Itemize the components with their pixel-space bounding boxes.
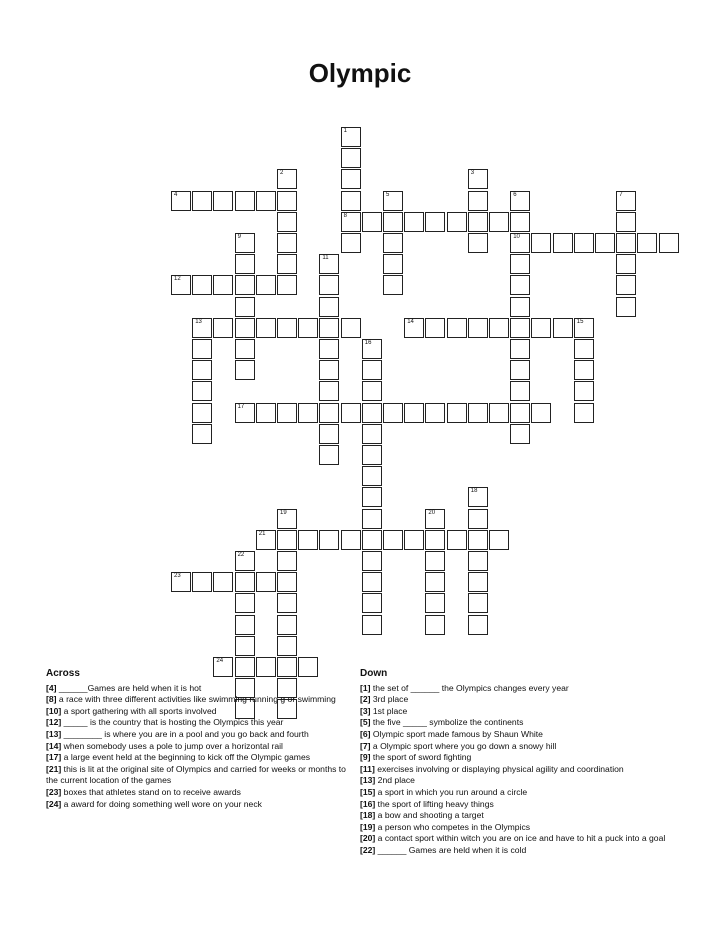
clue-item-text: boxes that athletes stand on to receive awards	[61, 786, 241, 797]
crossword-cell[interactable]	[362, 593, 382, 613]
clue-item-text: the set of ______ the Olympics changes every year	[370, 682, 569, 693]
clue-item	[46, 787, 346, 799]
clue-item-text: the sport of lifting heavy things	[375, 798, 494, 809]
crossword-cell[interactable]	[574, 318, 594, 338]
crossword-cell[interactable]	[341, 212, 361, 232]
crossword-cell[interactable]	[171, 572, 191, 592]
crossword-cell[interactable]	[425, 572, 445, 592]
crossword-cell[interactable]	[383, 254, 403, 274]
clue-number: 23	[174, 573, 181, 580]
clue-item-number: [16]	[360, 798, 376, 809]
crossword-cell[interactable]	[616, 191, 636, 211]
crossword-cell[interactable]	[510, 297, 530, 317]
crossword-cell[interactable]	[192, 381, 212, 401]
crossword-cell[interactable]	[319, 381, 339, 401]
crossword-cell[interactable]	[447, 530, 467, 550]
clue-number: 11	[322, 255, 329, 262]
crossword-cell[interactable]	[489, 530, 509, 550]
crossword-cell[interactable]	[616, 275, 636, 295]
crossword-cell[interactable]	[235, 339, 255, 359]
crossword-cell[interactable]	[235, 403, 255, 423]
crossword-cell[interactable]	[510, 381, 530, 401]
crossword-cell[interactable]	[510, 275, 530, 295]
clue-item	[46, 729, 346, 741]
crossword-cell[interactable]	[510, 360, 530, 380]
crossword-cell[interactable]	[319, 297, 339, 317]
crossword-cell[interactable]	[362, 615, 382, 635]
crossword-cell[interactable]	[298, 530, 318, 550]
clue-item-number: [6]	[360, 728, 371, 739]
clue-item-number: [3]	[360, 705, 371, 716]
crossword-cell[interactable]	[362, 487, 382, 507]
crossword-cell[interactable]	[468, 169, 488, 189]
clue-number: 22	[237, 552, 245, 558]
crossword-cell[interactable]	[595, 233, 615, 253]
crossword-cell[interactable]	[531, 318, 551, 338]
crossword-cell[interactable]	[404, 403, 424, 423]
clue-item	[360, 694, 680, 706]
across-heading: Across	[46, 668, 80, 679]
crossword-cell[interactable]	[574, 339, 594, 359]
crossword-cell[interactable]	[616, 212, 636, 232]
crossword-cell[interactable]	[404, 318, 424, 338]
crossword-cell[interactable]	[213, 191, 233, 211]
crossword-cell[interactable]	[277, 212, 297, 232]
crossword-cell[interactable]	[235, 191, 255, 211]
crossword-cell[interactable]	[531, 403, 551, 423]
crossword-cell[interactable]	[362, 381, 382, 401]
crossword-cell[interactable]	[383, 403, 403, 423]
crossword-cell[interactable]	[362, 424, 382, 444]
crossword-cell[interactable]	[425, 509, 445, 529]
crossword-cell[interactable]	[192, 191, 212, 211]
crossword-cell[interactable]	[510, 212, 530, 232]
clue-item-number: [15]	[360, 786, 376, 797]
clue-item	[46, 683, 346, 695]
crossword-cell[interactable]	[277, 254, 297, 274]
clue-item	[46, 752, 346, 764]
crossword-cell[interactable]	[319, 318, 339, 338]
crossword-cell[interactable]	[277, 530, 297, 550]
clue-item	[360, 764, 680, 776]
crossword-cell[interactable]	[510, 318, 530, 338]
clue-item-number: [7]	[360, 740, 371, 751]
clue-item	[46, 706, 346, 718]
clue-item-text: this is lit at the original site of Olympics and carried for weeks or months to the current location of the games	[46, 763, 346, 786]
clue-item-number: [18]	[360, 810, 376, 821]
clue-item-text: a person who competes in the Olympics	[375, 821, 531, 832]
clue-item-text: 1st place	[370, 705, 408, 716]
clue-item	[360, 729, 680, 741]
clue-item	[360, 683, 680, 695]
clue-item-text: a large event held at the beginning to kick off the Olympic games	[61, 752, 311, 763]
clue-item-text: the five _____ symbolize the continents	[370, 717, 524, 728]
clue-number: 21	[258, 530, 266, 537]
crossword-cell[interactable]	[192, 403, 212, 423]
page-title: Olympic	[308, 58, 412, 88]
crossword-cell[interactable]	[574, 381, 594, 401]
crossword-cell[interactable]	[235, 254, 255, 274]
clue-item	[46, 764, 346, 787]
crossword-cell[interactable]	[489, 318, 509, 338]
crossword-cell[interactable]	[298, 403, 318, 423]
clue-item-number: [22]	[360, 844, 376, 855]
crossword-cell[interactable]	[362, 403, 382, 423]
clue-item-number: [17]	[46, 752, 62, 763]
crossword-cell[interactable]	[277, 403, 297, 423]
crossword-cell[interactable]	[341, 148, 361, 168]
crossword-cell[interactable]	[362, 339, 382, 359]
crossword-cell[interactable]	[235, 636, 255, 656]
across-clue-list	[46, 683, 346, 811]
clue-item-number: [8]	[46, 694, 57, 705]
crossword-cell[interactable]	[319, 424, 339, 444]
crossword-cell[interactable]	[235, 233, 255, 253]
crossword-cell[interactable]	[341, 127, 361, 147]
crossword-cell[interactable]	[531, 233, 551, 253]
crossword-cell[interactable]	[383, 191, 403, 211]
crossword-cell[interactable]	[362, 360, 382, 380]
crossword-cell[interactable]	[192, 318, 212, 338]
clue-item	[360, 787, 680, 799]
crossword-cell[interactable]	[256, 191, 276, 211]
clue-item-number: [23]	[46, 786, 62, 797]
clue-item-number: [4]	[46, 682, 57, 693]
crossword-cell[interactable]	[404, 530, 424, 550]
clue-item	[46, 717, 346, 729]
crossword-cell[interactable]	[362, 530, 382, 550]
crossword-cell[interactable]	[425, 212, 445, 232]
crossword-cell[interactable]	[319, 530, 339, 550]
crossword-cell[interactable]	[341, 530, 361, 550]
clue-number: 5	[386, 191, 390, 198]
clue-number: 17	[237, 403, 245, 410]
clue-item-text: exercises involving or displaying physical agility and coordination	[374, 763, 624, 774]
clue-number: 24	[216, 658, 224, 664]
crossword-cell[interactable]	[616, 233, 636, 253]
clue-item-text: a Olympic sport where you go down a snowy hill	[370, 740, 557, 751]
crossword-cell[interactable]	[362, 509, 382, 529]
clue-item-text: the sport of sword fighting	[370, 752, 472, 763]
clue-number: 16	[364, 340, 372, 346]
clue-item	[360, 752, 680, 764]
crossword-cell[interactable]	[256, 318, 276, 338]
crossword-cell[interactable]	[468, 403, 488, 423]
crossword-cell[interactable]	[510, 191, 530, 211]
clue-item	[360, 833, 680, 845]
crossword-cell[interactable]	[616, 254, 636, 274]
crossword-cell[interactable]	[277, 636, 297, 656]
crossword-cell[interactable]	[192, 275, 212, 295]
crossword-cell[interactable]	[362, 212, 382, 232]
clue-item	[360, 717, 680, 729]
crossword-cell[interactable]	[235, 593, 255, 613]
clue-item	[360, 741, 680, 753]
crossword-cell[interactable]	[319, 403, 339, 423]
crossword-cell[interactable]	[319, 360, 339, 380]
crossword-cell[interactable]	[277, 191, 297, 211]
crossword-cell[interactable]	[192, 360, 212, 380]
crossword-cell[interactable]	[425, 403, 445, 423]
clue-number: 15	[576, 318, 584, 325]
crossword-cell[interactable]	[468, 212, 488, 232]
crossword-cell[interactable]	[510, 254, 530, 274]
crossword-cell[interactable]	[277, 572, 297, 592]
crossword-cell[interactable]	[447, 403, 467, 423]
crossword-cell[interactable]	[341, 233, 361, 253]
crossword-cell[interactable]	[425, 551, 445, 571]
crossword-cell[interactable]	[319, 445, 339, 465]
clue-item	[360, 706, 680, 718]
crossword-cell[interactable]	[341, 318, 361, 338]
crossword-cell[interactable]	[235, 360, 255, 380]
crossword-cell[interactable]	[468, 487, 488, 507]
crossword-cell[interactable]	[192, 339, 212, 359]
clue-number: 20	[428, 509, 436, 516]
crossword-cell[interactable]	[277, 233, 297, 253]
clue-item-number: [21]	[46, 763, 62, 774]
crossword-cell[interactable]	[256, 403, 276, 423]
crossword-cell[interactable]	[277, 169, 297, 189]
crossword-cell[interactable]	[256, 530, 276, 550]
crossword-cell[interactable]	[574, 403, 594, 423]
crossword-cell[interactable]	[447, 212, 467, 232]
crossword-cell[interactable]	[468, 318, 488, 338]
clue-number: 7	[619, 191, 623, 198]
crossword-cell[interactable]	[235, 297, 255, 317]
crossword-cell[interactable]	[362, 551, 382, 571]
crossword-cell[interactable]	[319, 254, 339, 274]
crossword-cell[interactable]	[277, 551, 297, 571]
clue-item-number: [10]	[46, 705, 62, 716]
crossword-cell[interactable]	[383, 530, 403, 550]
clue-number: 12	[174, 276, 181, 283]
down-heading: Down	[360, 668, 388, 679]
crossword-cell[interactable]	[235, 615, 255, 635]
crossword-cell[interactable]	[510, 403, 530, 423]
clue-item-number: [5]	[360, 717, 371, 728]
crossword-cell[interactable]	[383, 275, 403, 295]
clue-item-number: [1]	[360, 682, 371, 693]
crossword-cell[interactable]	[256, 275, 276, 295]
clue-item-text: a award for doing something well wore on your neck	[61, 798, 262, 809]
clue-item-text: _____ is the country that is hosting the Olympics this year	[61, 717, 284, 728]
crossword-cell[interactable]	[341, 191, 361, 211]
clue-item-text: when somebody uses a pole to jump over a horizontal rail	[61, 740, 283, 751]
clue-number: 4	[174, 191, 178, 198]
crossword-cell[interactable]	[298, 318, 318, 338]
crossword-cell[interactable]	[553, 233, 573, 253]
crossword-cell[interactable]	[510, 233, 530, 253]
clue-item-text: 3rd place	[370, 694, 409, 705]
clue-item-text: 2nd place	[375, 775, 415, 786]
crossword-cell[interactable]	[616, 297, 636, 317]
clue-item-number: [12]	[46, 717, 62, 728]
clue-item	[46, 799, 346, 811]
clue-item-text: ________ is where you are in a pool and you go back and fourth	[61, 728, 309, 739]
clue-item-number: [19]	[360, 821, 376, 832]
crossword-cell[interactable]	[213, 572, 233, 592]
down-clues	[360, 668, 680, 857]
clue-item-text: a bow and shooting a target	[375, 810, 484, 821]
clue-item-number: [9]	[360, 752, 371, 763]
crossword-cell[interactable]	[468, 191, 488, 211]
clue-number: 6	[513, 191, 517, 198]
clue-number: 10	[513, 234, 520, 240]
crossword-cell[interactable]	[319, 275, 339, 295]
crossword-cell[interactable]	[425, 318, 445, 338]
clue-item	[360, 799, 680, 811]
crossword-cell[interactable]	[256, 572, 276, 592]
clue-item-text: a contact sport within witch you are on ice and have to hit a puck into a goal	[375, 833, 666, 844]
clue-item	[360, 810, 680, 822]
crossword-cell[interactable]	[468, 530, 488, 550]
clue-item-number: [13]	[360, 775, 376, 786]
clue-item-number: [24]	[46, 798, 62, 809]
crossword-cell[interactable]	[383, 212, 403, 232]
crossword-cell[interactable]	[489, 403, 509, 423]
crossword-cell[interactable]	[277, 593, 297, 613]
crossword-cell[interactable]	[468, 509, 488, 529]
clue-number: 3	[470, 170, 475, 177]
crossword-cell[interactable]	[341, 403, 361, 423]
crossword-cell[interactable]	[510, 339, 530, 359]
crossword-cell[interactable]	[468, 233, 488, 253]
crossword-cell[interactable]	[404, 212, 424, 232]
crossword-cell[interactable]	[425, 615, 445, 635]
crossword-cell[interactable]	[235, 551, 255, 571]
crossword-cell[interactable]	[277, 318, 297, 338]
clue-number: 13	[195, 318, 202, 325]
clue-item-text: a race with three different activities like swimming running g or swimming	[56, 694, 336, 705]
crossword-cell[interactable]	[235, 275, 255, 295]
across-clues	[46, 668, 346, 810]
clue-item-text: ______Games are held when it is hot	[56, 682, 202, 693]
clue-item-text: a sport gathering with all sports involved	[61, 705, 217, 716]
crossword-cell[interactable]	[553, 318, 573, 338]
clue-item-number: [11]	[360, 763, 375, 774]
crossword-cell[interactable]	[171, 191, 191, 211]
clue-item	[360, 845, 680, 857]
clue-item-number: [14]	[46, 740, 62, 751]
clue-item	[360, 822, 680, 834]
clue-number: 18	[470, 488, 478, 495]
crossword-cell[interactable]	[362, 466, 382, 486]
crossword-cell[interactable]	[192, 572, 212, 592]
crossword-cell[interactable]	[447, 318, 467, 338]
crossword-cell[interactable]	[235, 572, 255, 592]
crossword-cell[interactable]	[235, 318, 255, 338]
clue-number: 2	[280, 170, 284, 177]
crossword-cell[interactable]	[425, 530, 445, 550]
crossword-cell[interactable]	[574, 233, 594, 253]
clue-item	[46, 694, 346, 706]
crossword-cell[interactable]	[341, 169, 361, 189]
crossword-cell[interactable]	[319, 339, 339, 359]
crossword-cell[interactable]	[637, 233, 657, 253]
crossword-cell[interactable]	[277, 275, 297, 295]
clue-number: 8	[343, 212, 347, 219]
clue-item	[46, 741, 346, 753]
crossword-cell[interactable]	[171, 275, 191, 295]
clue-item-number: [20]	[360, 833, 376, 844]
down-clue-list	[360, 683, 680, 857]
crossword-cell[interactable]	[468, 572, 488, 592]
crossword-cell[interactable]	[213, 275, 233, 295]
crossword-cell[interactable]	[277, 509, 297, 529]
clue-item-number: [13]	[46, 728, 62, 739]
clue-item	[360, 775, 680, 787]
crossword-cell[interactable]	[425, 593, 445, 613]
crossword-cell[interactable]	[468, 593, 488, 613]
crossword-cell[interactable]	[277, 615, 297, 635]
clue-number: 9	[237, 234, 241, 240]
clue-number: 1	[343, 128, 347, 134]
clue-item-text: a sport in which you run around a circle	[375, 786, 528, 797]
clue-item-text: Olympic sport made famous by Shaun White	[370, 728, 543, 739]
clue-number: 14	[407, 318, 414, 325]
crossword-cell[interactable]	[574, 360, 594, 380]
crossword-cell[interactable]	[213, 318, 233, 338]
crossword-cell[interactable]	[383, 233, 403, 253]
crossword-cell[interactable]	[659, 233, 679, 253]
crossword-cell[interactable]	[362, 572, 382, 592]
crossword-cell[interactable]	[468, 551, 488, 571]
crossword-cell[interactable]	[468, 615, 488, 635]
crossword-cell[interactable]	[510, 424, 530, 444]
crossword-cell[interactable]	[362, 445, 382, 465]
crossword-cell[interactable]	[192, 424, 212, 444]
clue-item-text: ______ Games are held when it is cold	[375, 844, 527, 855]
crossword-cell[interactable]	[489, 212, 509, 232]
clue-number: 19	[280, 509, 287, 516]
clue-item-number: [2]	[360, 694, 371, 705]
